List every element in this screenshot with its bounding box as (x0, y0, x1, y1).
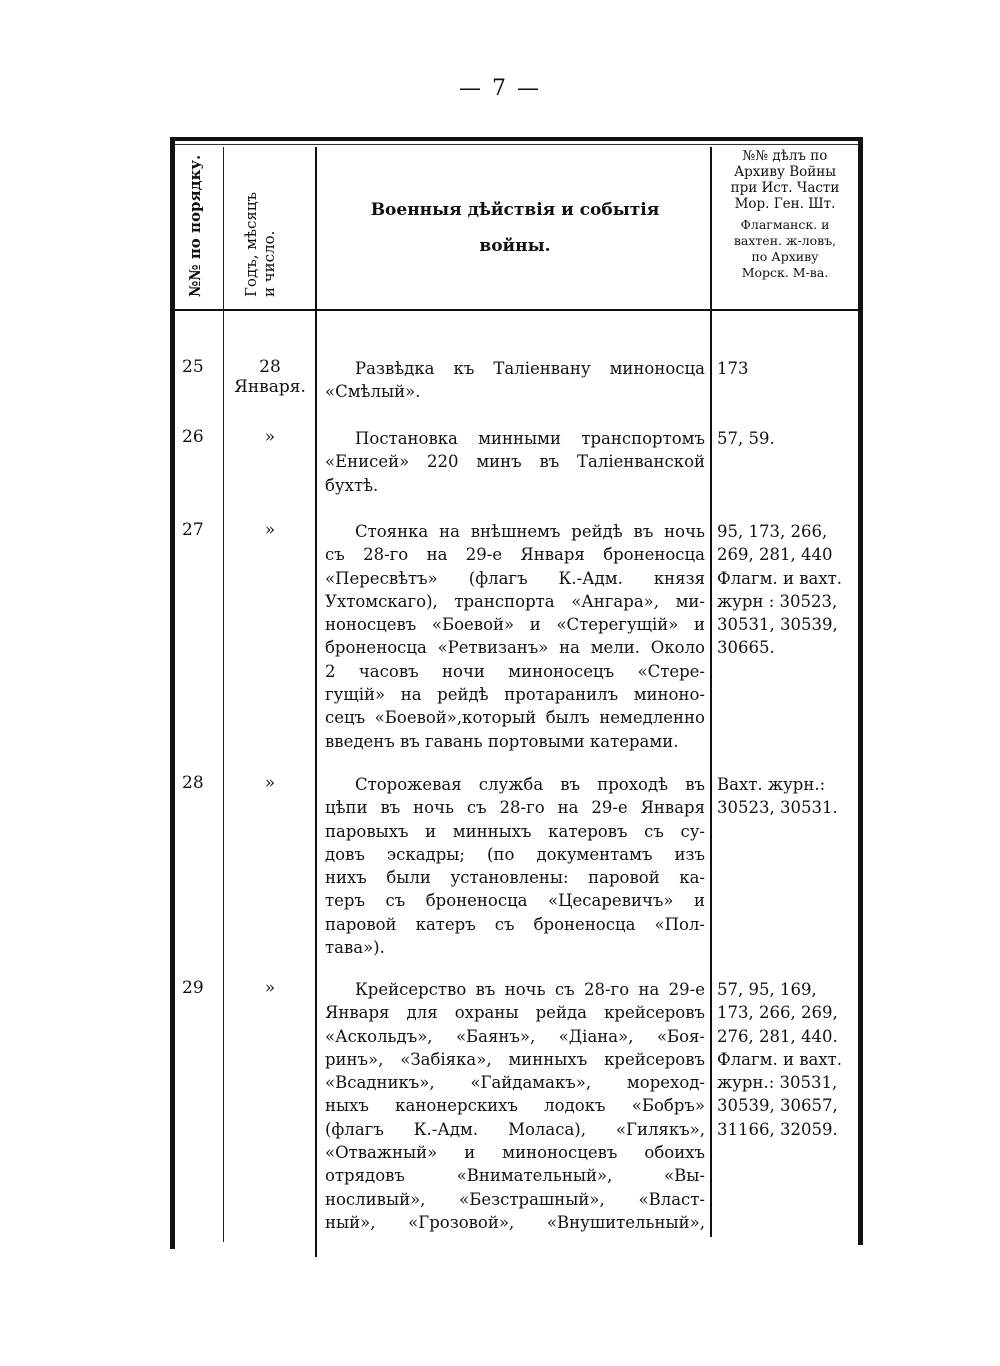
row-date-line: 28 (259, 357, 281, 377)
archive-line: 31166, 32059. (717, 1119, 838, 1139)
column-divider-2 (315, 147, 317, 1257)
archive-line: Флагм. и вахт. (717, 568, 843, 588)
text-line: «Смѣлый». (325, 382, 421, 402)
events-table (170, 137, 863, 1252)
row-date (225, 773, 315, 793)
column-divider-1 (223, 147, 224, 1242)
text-line: броненосца «Ретвизанъ» на мели. Около (325, 638, 705, 658)
archive-line: журн : 30523, (717, 591, 838, 611)
text-line: теръ съ броненосца «Цесаревичъ» и (325, 891, 705, 911)
row-number: 25 (182, 357, 204, 377)
page-number: — 7 — (459, 76, 541, 101)
header-archive-sub-line: по Архиву (751, 249, 819, 264)
text-line: Ухтомскаго), транспорта «Ангара», ми- (325, 591, 705, 611)
header-archive-line: Архиву Войны (733, 164, 837, 180)
archive-line: 30539, 30657, (717, 1096, 838, 1116)
archive-line: Вахт. журн.: (717, 775, 826, 794)
row-number: 29 (182, 978, 204, 998)
text-line: Января для охраны рейда крейсеровъ (325, 1003, 705, 1023)
row-event-text (325, 427, 705, 497)
text-line: Развѣдка къ Таліенвану миноносца (355, 359, 705, 378)
text-line: Крейсерство въ ночь съ 28-го на 29-е (355, 980, 705, 999)
text-line: «Енисей» 220 минъ въ Таліенванской (325, 452, 705, 472)
archive-line: 173 (717, 359, 749, 378)
text-line: паровой катеръ съ броненосца «Пол- (325, 914, 705, 934)
archive-line: 30531, 30539, (717, 615, 838, 635)
text-line: отрядовъ «Внимательный», «Вы- (325, 1166, 705, 1186)
row-date (225, 357, 315, 397)
text-line: паровыхъ и минныхъ катеровъ съ су- (325, 821, 705, 841)
header-date-line1: Годъ, мѣсяцъ (242, 191, 260, 297)
table-top-inner-border (174, 144, 859, 145)
row-date-ditto: » (264, 427, 276, 447)
text-line: ринъ», «Забіяка», минныхъ крейсеровъ (325, 1049, 705, 1069)
text-line: Сторожевая служба въ проходѣ въ (355, 775, 705, 794)
text-line: нихъ были установлены: паровой ка- (325, 868, 705, 888)
row-date-ditto: » (264, 520, 276, 540)
archive-line: 30665. (717, 638, 775, 658)
row-number: 26 (182, 427, 204, 447)
text-line: бухтѣ. (325, 475, 379, 495)
text-line: Стоянка на внѣшнемъ рейдѣ въ ночь (355, 522, 705, 541)
row-archive-refs (717, 978, 857, 1141)
row-number: 27 (182, 520, 204, 540)
row-archive-refs (717, 427, 857, 450)
table-left-border (170, 137, 175, 1249)
table-top-border (170, 137, 863, 141)
text-line: (флагъ К.-Адм. Моласа), «Гилякъ», (325, 1119, 705, 1139)
header-archive-line: при Ист. Части (730, 180, 840, 196)
row-event-text (325, 520, 705, 753)
text-line: ноносцевъ «Боевой» и «Стерегущій» и (325, 615, 705, 635)
text-line: «Аскольдъ», «Баянъ», «Діана», «Боя- (325, 1026, 705, 1046)
row-date-ditto: » (264, 773, 276, 793)
text-line: носливый», «Безстрашный», «Власт- (325, 1189, 705, 1209)
row-date (225, 978, 315, 998)
text-line: ный», «Грозовой», «Внушительный», (325, 1212, 705, 1232)
header-date-line2: и число. (260, 230, 278, 297)
text-line: «Отважный» и миноносцевъ обоихъ (325, 1143, 705, 1163)
header-archive-line: Мор. Ген. Шт. (734, 196, 836, 212)
header-archive-sub-line: Флагманск. и (740, 217, 830, 232)
header-archive-sub-line: вахтен. ж-ловъ, (733, 233, 837, 248)
header-events-line1: Военныя дѣйствія и событія (370, 200, 660, 220)
text-line: гущій» на рейдѣ протаранилъ миноно- (325, 685, 705, 705)
row-date (225, 427, 315, 447)
header-events (320, 192, 710, 264)
archive-line: Флагм. и вахт. (717, 1049, 843, 1069)
row-date-ditto: » (264, 978, 276, 998)
header-events-line2: войны. (479, 236, 551, 256)
text-line: «Пересвѣтъ» (флагъ К.-Адм. князя (325, 568, 705, 588)
header-number: №№ по порядку. (186, 154, 204, 297)
text-line: «Всадникъ», «Гайдамакъ», мореход- (325, 1073, 705, 1093)
archive-line: 269, 281, 440 (717, 545, 833, 565)
archive-line: 57, 59. (717, 429, 775, 448)
archive-line: журн.: 30531, (717, 1073, 838, 1093)
row-number: 28 (182, 773, 204, 793)
header-date (242, 192, 278, 297)
row-date (225, 520, 315, 540)
header-archive (712, 148, 858, 281)
text-line: довъ эскадры; (по документамъ изъ (325, 844, 705, 864)
text-line: тава»). (325, 938, 385, 958)
archive-line: 173, 266, 269, (717, 1003, 838, 1023)
header-archive-line: №№ дѣлъ по (742, 148, 828, 164)
row-event-text (325, 357, 705, 404)
row-date-line: Января. (234, 377, 306, 397)
archive-line: 57, 95, 169, (717, 980, 817, 999)
row-archive-refs (717, 520, 857, 660)
text-line: 2 часовъ ночи миноносецъ «Стере- (325, 661, 705, 681)
table-right-border (858, 137, 863, 1245)
text-line: введенъ въ гавань портовыми катерами. (325, 731, 679, 751)
text-line: ныхъ канонерскихъ лодокъ «Бобръ» (325, 1096, 705, 1116)
row-event-text (325, 773, 705, 959)
archive-line: 276, 281, 440. (717, 1026, 838, 1046)
row-event-text (325, 978, 705, 1234)
text-line: сецъ «Боевой»,который былъ немедленно (325, 708, 705, 728)
row-archive-refs (717, 773, 857, 820)
column-divider-3 (710, 147, 712, 1237)
text-line: съ 28-го на 29-е Января броненосца (325, 545, 705, 565)
header-divider (175, 309, 858, 311)
text-line: Постановка минными транспортомъ (355, 429, 705, 448)
archive-line: 95, 173, 266, (717, 522, 828, 541)
archive-line: 30523, 30531. (717, 798, 838, 818)
header-archive-sub-line: Морск. М-ва. (741, 265, 829, 280)
row-archive-refs (717, 357, 857, 380)
text-line: цѣпи въ ночь съ 28-го на 29-е Января (325, 798, 705, 818)
header-archive-sub (712, 217, 858, 281)
